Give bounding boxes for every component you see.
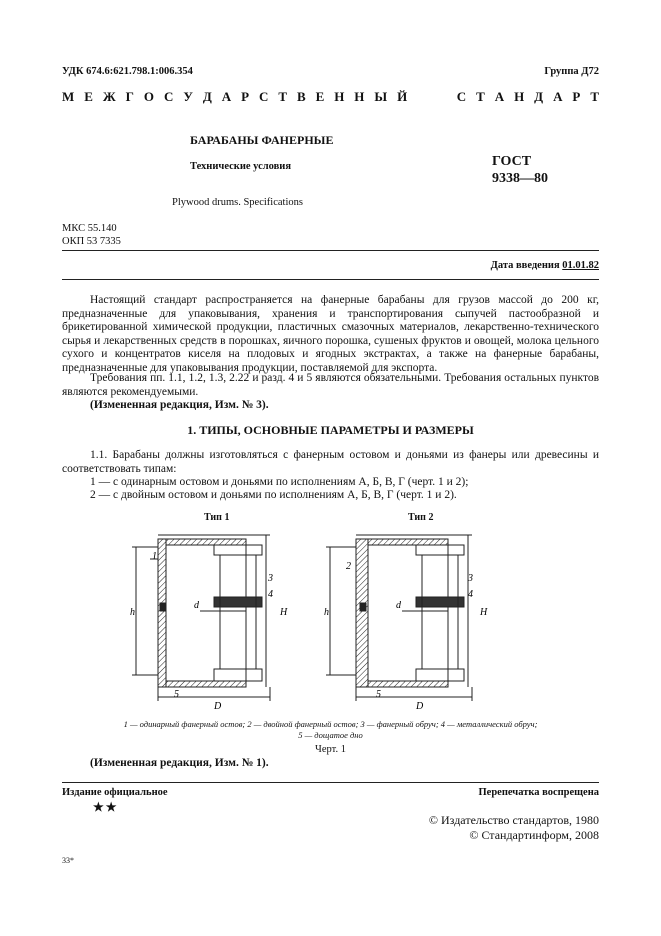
interstate-letter: Д (534, 89, 544, 104)
interstate-letter: Т (590, 89, 599, 104)
introduction-date (491, 260, 599, 271)
paragraph-1-1: 1.1. Барабаны должны изготовляться с фанерным остовом и доньями из фанеры или древесины и соответствовать типам: (62, 449, 599, 475)
document-title: БАРАБАНЫ ФАНЕРНЫЕ (190, 133, 334, 147)
interstate-letter: Н (514, 89, 525, 104)
dim-d-type2: d (396, 600, 401, 611)
stars-mark: ★★ (93, 800, 119, 814)
caption-line-1: 1 — одинарный фанерный остов; 2 — двойной фанерный остов; 3 — фанерный обруч; 4 — металлический обруч; (123, 719, 538, 729)
document-subtitle: Технические условия (190, 161, 292, 172)
group-code: Группа Д72 (544, 66, 599, 77)
gost-number: 9338—80 (492, 171, 548, 186)
interstate-letter: С (163, 89, 174, 104)
interstate-letter: Д (202, 89, 212, 104)
callout-3-type2: 3 (468, 573, 473, 584)
interstate-letter: Й (397, 89, 408, 104)
interstate-letter: Р (241, 89, 250, 104)
page-number: 33* (62, 856, 74, 865)
official-edition: Издание официальное (62, 787, 168, 798)
dim-h-type1: h (130, 607, 135, 618)
interstate-letter: Н (354, 89, 365, 104)
amendment-note-3: (Измененная редакция, Изм. № 3). (90, 399, 269, 411)
udk-code: УДК 674.6:621.798.1:006.354 (62, 66, 193, 77)
type-2-label: Тип 2 (408, 512, 434, 523)
copyright-2008: © Стандартинформ, 2008 (469, 828, 599, 842)
dim-D-type2: D (416, 701, 424, 712)
reprint-prohibited: Перепечатка воспрещена (478, 787, 599, 798)
english-title: Plywood drums. Specifications (172, 197, 303, 208)
copyright-block (429, 813, 599, 843)
paragraph-scope: Настоящий стандарт распространяется на фанерные барабаны для грузов массой до 200 кг, предназначенные для упаковывания, хранения и транспортирования сыпучей пастообразной и брикетированной химической продукции, пластичных смазочных материалов, лекарственно-технического сырья и лекарственных средств в порошках, яичного порошка, сушеных фруктов и овощей, молока цельного сухого и концентратов киселя на плодовых и ягодных экстрактах, а также на фанерные барабаны, предназначенные для упаковывания продукции, поставляемой для экспорта. (62, 294, 599, 374)
gost-label: ГОСТ (492, 154, 532, 169)
intro-date-label: Дата введения (490, 260, 560, 271)
section-heading: 1. ТИПЫ, ОСНОВНЫЕ ПАРАМЕТРЫ И РАЗМЕРЫ (187, 423, 474, 437)
interstate-letter: Е (84, 89, 93, 104)
divider (62, 782, 599, 783)
intro-date-value: 01.01.82 (562, 260, 599, 271)
interstate-letter: Г (125, 89, 134, 104)
callout-1: 1 (152, 551, 157, 562)
okp-code: ОКП 53 7335 (62, 236, 121, 247)
interstate-letter: Т (476, 89, 485, 104)
dim-H-type2: H (480, 607, 488, 618)
amendment-note-1: (Измененная редакция, Изм. № 1). (90, 757, 269, 769)
interstate-letter: У (183, 89, 193, 104)
type-2-drum (326, 535, 472, 701)
type-1-description: 1 — с одинарным остовом и доньями по исполнениям А, Б, В, Г (черт. 1 и 2); (90, 476, 469, 488)
interstate-letter: Ы (374, 89, 388, 104)
interstate-letter: Р (572, 89, 581, 104)
interstate-letter: А (221, 89, 232, 104)
figure-number: Черт. 1 (315, 744, 346, 755)
interstate-letter (417, 89, 420, 105)
callout-5-type1: 5 (174, 689, 179, 700)
interstate-letter: С (258, 89, 269, 104)
divider (62, 250, 599, 251)
dim-h-type2: h (324, 607, 329, 618)
mks-code: МКС 55.140 (62, 223, 117, 234)
dim-H-type1: H (280, 607, 288, 618)
type-1-label: Тип 1 (204, 512, 230, 523)
callout-2: 2 (346, 561, 351, 572)
classification-codes (62, 222, 121, 248)
interstate-letter: Ж (102, 89, 116, 104)
interstate-letter: О (143, 89, 155, 104)
callout-4-type2: 4 (468, 589, 473, 600)
drum-drawing (120, 525, 520, 717)
copyright-1980: © Издательство стандартов, 1980 (428, 813, 599, 827)
interstate-letter: Т (278, 89, 287, 104)
interstate-letter (430, 89, 433, 105)
interstate-letter: А (553, 89, 563, 104)
interstate-letter: С (456, 89, 467, 104)
interstate-letter: Е (315, 89, 325, 104)
gost-designation (492, 153, 548, 187)
dim-D-type1: D (214, 701, 222, 712)
caption-line-2: 5 — дощатое дно (298, 730, 363, 740)
interstate-letter: А (494, 89, 505, 104)
interstate-letter: В (296, 89, 306, 104)
interstate-letter: М (62, 89, 75, 104)
type-2-description: 2 — с двойным остовом и доньями по исполнениям А, Б, В, Г (черт. 1 и 2). (90, 489, 457, 501)
interstate-standard-heading (62, 89, 599, 105)
divider (62, 279, 599, 280)
paragraph-requirements: Требования пп. 1.1, 1.2, 1.3, 2.22 и разд. 4 и 5 являются обязательными. Требования остальных пунктов являются рекомендуемыми. (62, 372, 599, 398)
figure-caption (62, 719, 599, 741)
callout-4-type1: 4 (268, 589, 273, 600)
interstate-letter: Н (334, 89, 345, 104)
interstate-letter (444, 89, 447, 105)
callout-3-type1: 3 (268, 573, 273, 584)
callout-5-type2: 5 (376, 689, 381, 700)
dim-d-type1: d (194, 600, 199, 611)
